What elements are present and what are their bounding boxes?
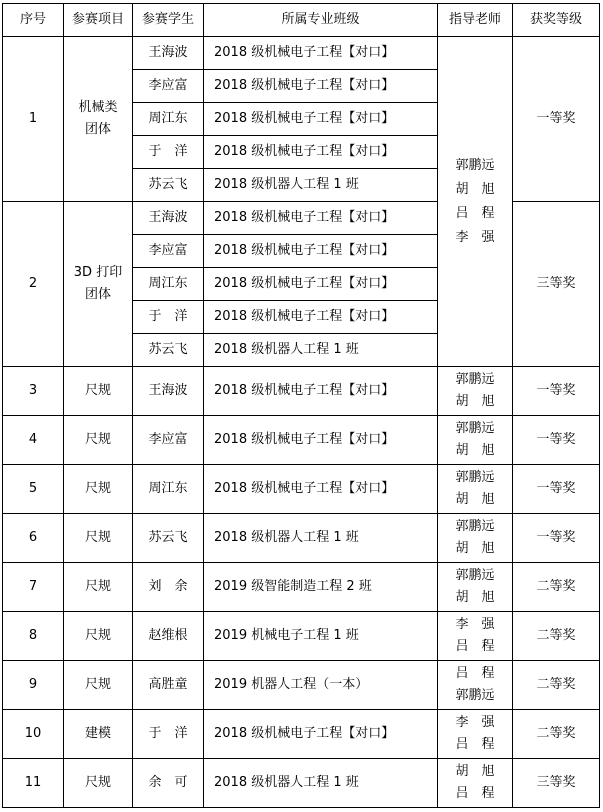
cell-award: 三等奖 xyxy=(513,202,600,367)
header-award: 获奖等级 xyxy=(513,4,600,37)
cell-student: 刘 余 xyxy=(133,563,204,612)
cell-student: 苏云飞 xyxy=(133,514,204,563)
header-no: 序号 xyxy=(3,4,64,37)
teacher-name: 郭鹏远 xyxy=(455,470,495,485)
cell-award: 一等奖 xyxy=(513,367,600,416)
cell-student: 李应富 xyxy=(133,70,204,103)
cell-student: 李应富 xyxy=(133,235,204,268)
cell-award: 二等奖 xyxy=(513,612,600,661)
cell-teachers xyxy=(438,563,513,612)
cell-class: 2018 级机械电子工程【对口】 xyxy=(204,235,438,268)
cell-no: 8 xyxy=(3,612,64,661)
cell-project: 尺规 xyxy=(64,563,133,612)
cell-award: 二等奖 xyxy=(513,563,600,612)
cell-project: 尺规 xyxy=(64,612,133,661)
cell-class: 2018 级机械电子工程【对口】 xyxy=(204,103,438,136)
cell-student: 周江东 xyxy=(133,103,204,136)
teacher-name: 胡 旭 xyxy=(455,181,495,197)
cell-group-teachers xyxy=(438,37,513,367)
table-row xyxy=(3,465,600,514)
header-row xyxy=(3,4,600,37)
table-row xyxy=(3,367,600,416)
teacher-name: 李 强 xyxy=(455,617,495,632)
table-row xyxy=(3,612,600,661)
teacher-name: 吕 程 xyxy=(455,786,495,801)
cell-class: 2018 级机械电子工程【对口】 xyxy=(204,202,438,235)
teacher-name: 胡 旭 xyxy=(455,443,495,458)
cell-class: 2019 级智能制造工程 2 班 xyxy=(204,563,438,612)
cell-class: 2018 级机械电子工程【对口】 xyxy=(204,367,438,416)
cell-class: 2018 级机械电子工程【对口】 xyxy=(204,710,438,759)
cell-student: 王海波 xyxy=(133,367,204,416)
cell-award: 二等奖 xyxy=(513,661,600,710)
cell-teachers xyxy=(438,661,513,710)
cell-class: 2018 级机器人工程 1 班 xyxy=(204,334,438,367)
teacher-name: 胡 旭 xyxy=(455,541,495,556)
cell-teachers xyxy=(438,416,513,465)
teacher-name: 吕 程 xyxy=(455,666,495,681)
cell-class: 2018 级机械电子工程【对口】 xyxy=(204,416,438,465)
teacher-name: 吕 程 xyxy=(455,737,495,752)
cell-project: 尺规 xyxy=(64,759,133,808)
cell-project xyxy=(64,37,133,202)
cell-no: 9 xyxy=(3,661,64,710)
cell-award: 一等奖 xyxy=(513,514,600,563)
header-class: 所属专业班级 xyxy=(204,4,438,37)
cell-no: 4 xyxy=(3,416,64,465)
cell-project: 尺规 xyxy=(64,661,133,710)
cell-teachers xyxy=(438,514,513,563)
teacher-name: 郭鹏远 xyxy=(455,372,495,387)
cell-no: 7 xyxy=(3,563,64,612)
cell-no: 5 xyxy=(3,465,64,514)
cell-project: 尺规 xyxy=(64,367,133,416)
cell-award: 一等奖 xyxy=(513,465,600,514)
cell-project: 尺规 xyxy=(64,416,133,465)
cell-class: 2018 级机械电子工程【对口】 xyxy=(204,465,438,514)
teacher-name: 胡 旭 xyxy=(455,492,495,507)
table-row xyxy=(3,563,600,612)
table-row xyxy=(3,416,600,465)
project-line: 团体 xyxy=(84,287,111,302)
cell-teachers xyxy=(438,710,513,759)
teacher-name: 吕 程 xyxy=(455,639,495,654)
cell-student: 于 洋 xyxy=(133,136,204,169)
cell-student: 王海波 xyxy=(133,202,204,235)
cell-no: 1 xyxy=(3,37,64,202)
project-line: 团体 xyxy=(84,122,111,137)
cell-teachers xyxy=(438,612,513,661)
cell-class: 2019 机械电子工程 1 班 xyxy=(204,612,438,661)
cell-class: 2019 机器人工程（一本） xyxy=(204,661,438,710)
teacher-name: 郭鹏远 xyxy=(455,688,495,703)
teacher-name: 郭鹏远 xyxy=(455,157,495,173)
cell-class: 2018 级机器人工程 1 班 xyxy=(204,514,438,563)
teacher-name: 郭鹏远 xyxy=(455,519,495,534)
project-line: 机械类 xyxy=(78,100,118,115)
cell-student: 于 洋 xyxy=(133,710,204,759)
cell-no: 3 xyxy=(3,367,64,416)
cell-class: 2018 级机械电子工程【对口】 xyxy=(204,70,438,103)
project-line: 3D 打印 xyxy=(73,265,123,280)
cell-student: 于 洋 xyxy=(133,301,204,334)
cell-class: 2018 级机器人工程 1 班 xyxy=(204,169,438,202)
cell-student: 周江东 xyxy=(133,465,204,514)
cell-student: 余 可 xyxy=(133,759,204,808)
table-row xyxy=(3,514,600,563)
awards-table xyxy=(2,3,600,808)
table-row xyxy=(3,37,600,70)
table-row xyxy=(3,759,600,808)
cell-no: 10 xyxy=(3,710,64,759)
header-teacher: 指导老师 xyxy=(438,4,513,37)
teacher-name: 李 强 xyxy=(455,715,495,730)
header-student: 参赛学生 xyxy=(133,4,204,37)
cell-no: 2 xyxy=(3,202,64,367)
cell-award: 二等奖 xyxy=(513,710,600,759)
cell-award: 三等奖 xyxy=(513,759,600,808)
teacher-name: 胡 旭 xyxy=(455,394,495,409)
cell-project: 尺规 xyxy=(64,465,133,514)
teacher-name: 郭鹏远 xyxy=(455,421,495,436)
cell-class: 2018 级机械电子工程【对口】 xyxy=(204,268,438,301)
cell-class: 2018 级机械电子工程【对口】 xyxy=(204,301,438,334)
cell-project: 建模 xyxy=(64,710,133,759)
cell-class: 2018 级机器人工程 1 班 xyxy=(204,759,438,808)
cell-class: 2018 级机械电子工程【对口】 xyxy=(204,136,438,169)
cell-student: 苏云飞 xyxy=(133,334,204,367)
cell-project: 尺规 xyxy=(64,514,133,563)
cell-project xyxy=(64,202,133,367)
cell-student: 高胜童 xyxy=(133,661,204,710)
cell-no: 11 xyxy=(3,759,64,808)
header-project: 参赛项目 xyxy=(64,4,133,37)
cell-no: 6 xyxy=(3,514,64,563)
teacher-name: 李 强 xyxy=(455,229,495,245)
cell-teachers xyxy=(438,465,513,514)
cell-award: 一等奖 xyxy=(513,37,600,202)
cell-teachers xyxy=(438,759,513,808)
table-row xyxy=(3,710,600,759)
cell-class: 2018 级机械电子工程【对口】 xyxy=(204,37,438,70)
cell-student: 周江东 xyxy=(133,268,204,301)
cell-student: 苏云飞 xyxy=(133,169,204,202)
teacher-name: 吕 程 xyxy=(455,205,495,221)
table-row xyxy=(3,661,600,710)
teacher-name: 胡 旭 xyxy=(455,590,495,605)
teacher-name: 胡 旭 xyxy=(455,764,495,779)
cell-award: 一等奖 xyxy=(513,416,600,465)
cell-teachers xyxy=(438,367,513,416)
cell-student: 赵维根 xyxy=(133,612,204,661)
cell-student: 王海波 xyxy=(133,37,204,70)
cell-student: 李应富 xyxy=(133,416,204,465)
teacher-name: 郭鹏远 xyxy=(455,568,495,583)
